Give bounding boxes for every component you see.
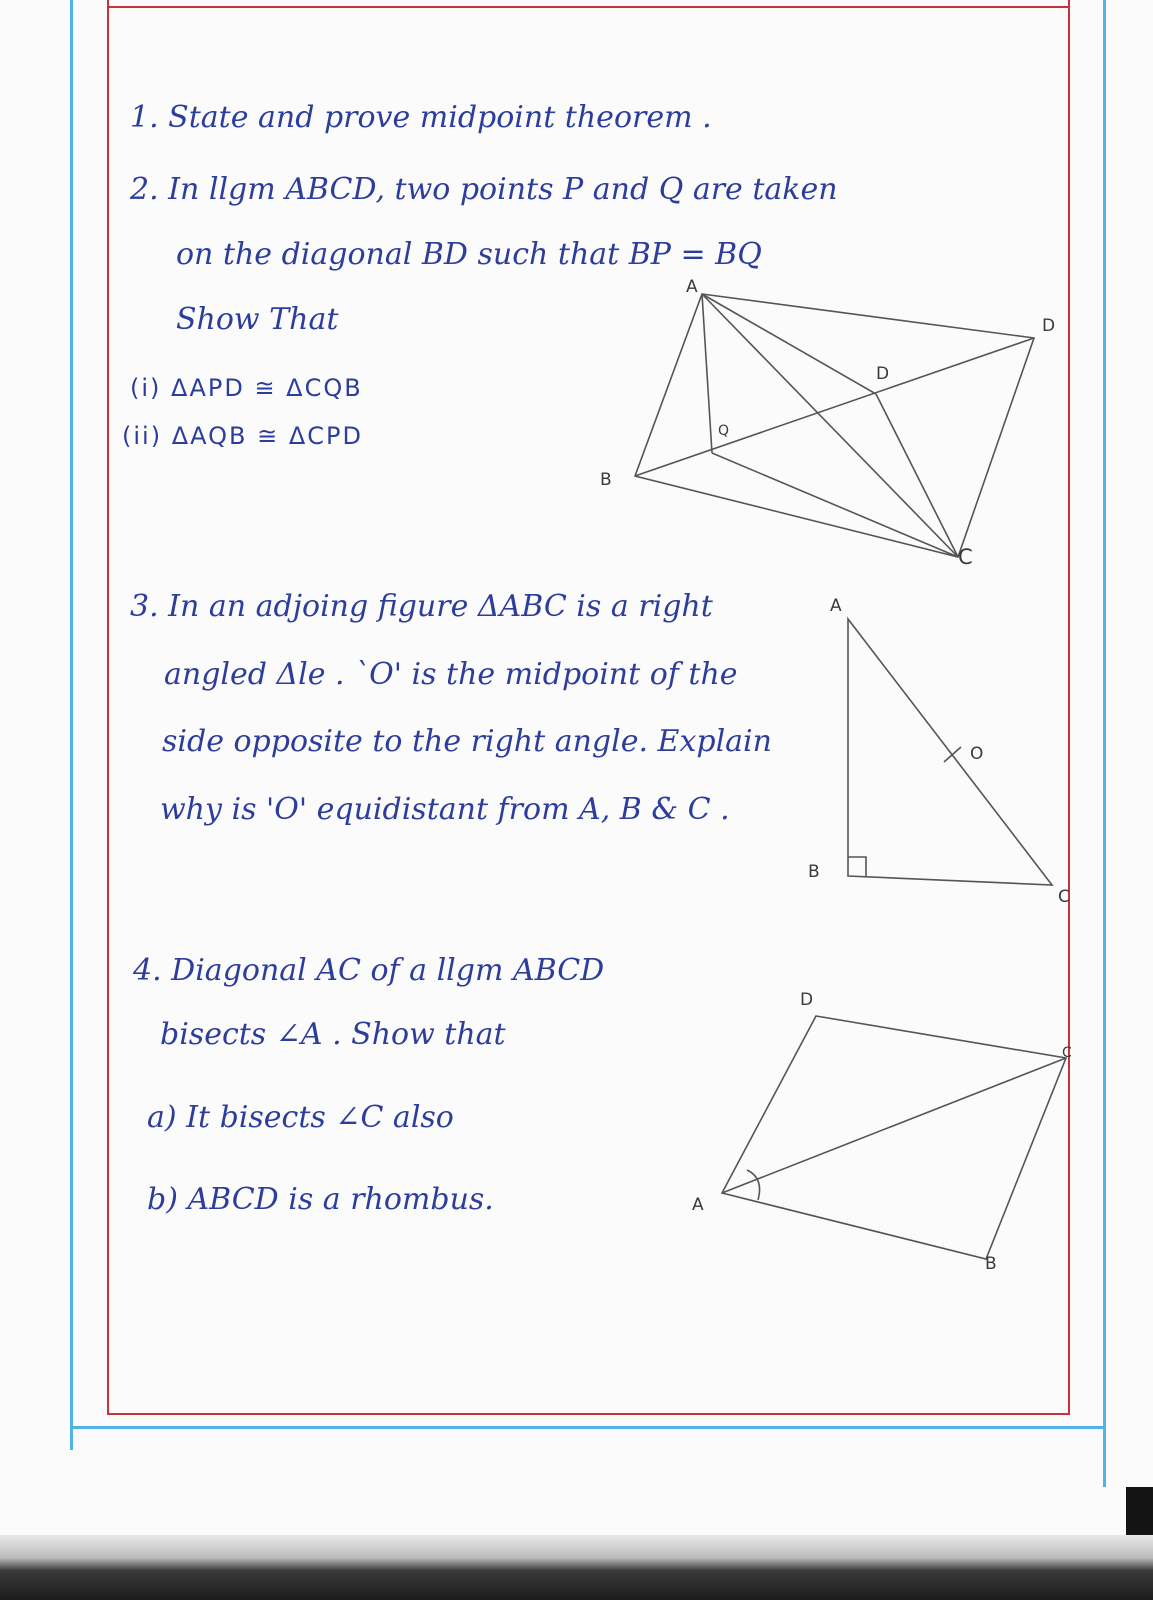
question-2-line-1: 2. In llgm ABCD, two points P and Q are taken [130, 172, 838, 207]
question-4-line-1: 4. Diagonal AC of a llgm ABCD [133, 953, 605, 988]
question-4-part-b: b) ABCD is a rhombus. [147, 1182, 494, 1217]
q2-label-q: Q [718, 423, 730, 439]
q2-label-d-corner: D [1042, 316, 1056, 336]
q3-label-b: B [808, 862, 820, 882]
q2-label-c: C [958, 545, 973, 569]
parallelogram-abcd-q4 [722, 1016, 1066, 1259]
question-2-line-2: on the diagonal BD such that BP = BQ [176, 237, 762, 272]
q3-label-c: C [1058, 887, 1070, 907]
question-3-line-2: angled Δle . `O' is the midpoint of the [164, 657, 738, 692]
q2-label-d-inner: D [876, 364, 890, 384]
angle-arc-a [747, 1170, 760, 1200]
question-2-line-3: Show That [176, 302, 339, 337]
q2-label-a: A [686, 277, 698, 297]
diagonal-ac-q4 [722, 1058, 1066, 1193]
q3-label-o: O [970, 744, 984, 764]
q4-label-c: C [1062, 1045, 1072, 1061]
question-3-line-4: why is 'O' equidistant from A, B & C . [160, 792, 730, 827]
q2-label-b: B [600, 470, 612, 490]
q3-label-a: A [830, 596, 842, 616]
scan-edge-bottom [0, 1535, 1153, 1600]
question-1: 1. State and prove midpoint theorem . [130, 100, 712, 135]
question-4-part-a: a) It bisects ∠C also [147, 1100, 454, 1135]
question-3-line-1: 3. In an adjoing figure ΔABC is a right [130, 589, 713, 624]
question-2-part-i: (i) ΔAPD ≅ ΔCQB [130, 374, 363, 402]
question-3-line-3: side opposite to the right angle. Explain [162, 724, 772, 759]
question-2-part-ii: (ii) ΔAQB ≅ ΔCPD [122, 422, 363, 450]
q4-label-a: A [692, 1195, 704, 1215]
q4-label-d: D [800, 990, 814, 1010]
question-4-line-2: bisects ∠A . Show that [160, 1017, 506, 1052]
q4-label-b: B [985, 1254, 997, 1274]
